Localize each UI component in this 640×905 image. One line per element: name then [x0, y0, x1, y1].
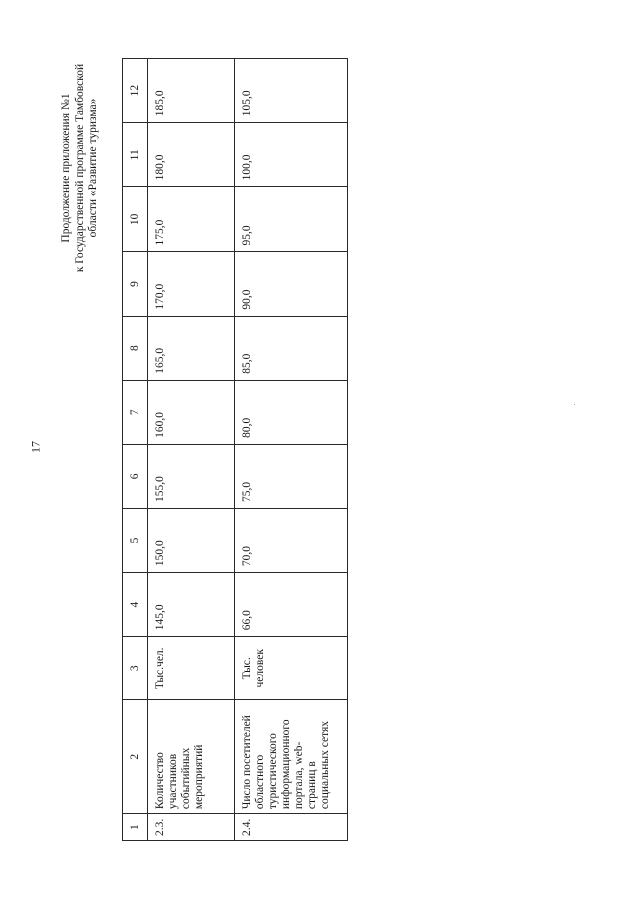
row-unit: Тыс. человек [235, 637, 348, 700]
header-cell: 4 [123, 573, 148, 637]
header-cell: 6 [123, 444, 148, 508]
table-row [235, 59, 348, 841]
row-value: 165,0 [148, 316, 235, 380]
indicator-table-container [122, 58, 338, 841]
table-header-row [123, 59, 148, 841]
row-value: 155,0 [148, 444, 235, 508]
appendix-note-line-2: к Государственной программе Тамбовской [73, 63, 86, 273]
appendix-note-line-1: Продолжение приложения №1 [59, 93, 72, 243]
row-value: 145,0 [148, 573, 235, 637]
row-value: 160,0 [148, 380, 235, 444]
page-number-text: 17 [28, 441, 43, 453]
row-indicator-name: Число посетителей областного туристического информационного портала, web-страниц в социальных сетях [235, 700, 348, 814]
row-value: 75,0 [235, 444, 348, 508]
header-cell: 2 [123, 700, 148, 814]
row-code: 2.4. [235, 814, 348, 841]
row-value: 80,0 [235, 380, 348, 444]
row-value: 150,0 [148, 508, 235, 572]
row-value: 180,0 [148, 123, 235, 187]
row-value: 100,0 [235, 123, 348, 187]
row-value: 70,0 [235, 508, 348, 572]
indicator-table [122, 58, 348, 841]
header-cell: 10 [123, 187, 148, 252]
header-cell: 11 [123, 123, 148, 187]
header-cell: 7 [123, 380, 148, 444]
row-value: 90,0 [235, 252, 348, 316]
row-indicator-name: Количество участников событийных мероприятий [148, 700, 235, 814]
row-code: 2.3. [148, 814, 235, 841]
header-cell: 8 [123, 316, 148, 380]
row-value: 66,0 [235, 573, 348, 637]
row-value: 85,0 [235, 316, 348, 380]
row-unit: Тыс.чел. [148, 637, 235, 700]
header-cell: 3 [123, 637, 148, 700]
row-value: 95,0 [235, 187, 348, 252]
header-cell: 12 [123, 59, 148, 123]
row-value: 175,0 [148, 187, 235, 252]
row-value: 105,0 [235, 59, 348, 123]
scan-artifact-dot [574, 404, 575, 405]
header-cell: 1 [123, 814, 148, 841]
header-cell: 5 [123, 508, 148, 572]
row-value: 185,0 [148, 59, 235, 123]
header-cell: 9 [123, 252, 148, 316]
table-row [148, 59, 235, 841]
appendix-note-line-3: области «Развитие туризма» [86, 98, 99, 238]
row-value: 170,0 [148, 252, 235, 316]
